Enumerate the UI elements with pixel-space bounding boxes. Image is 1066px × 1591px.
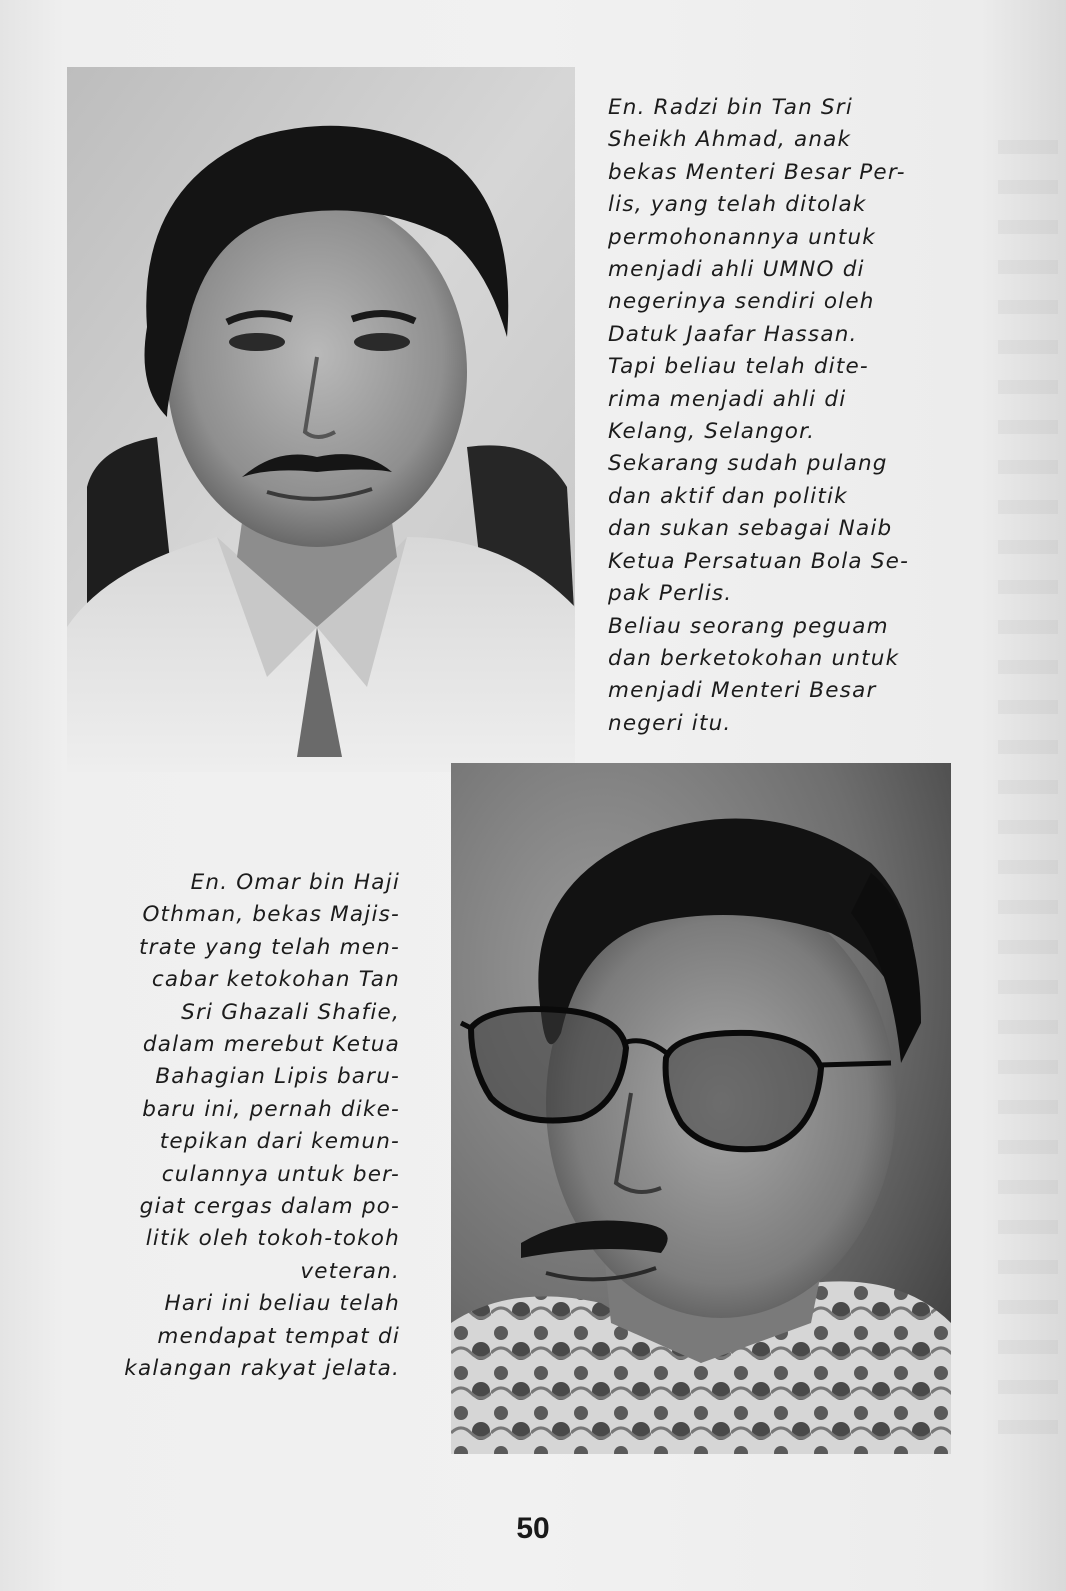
- caption-line: menjadi ahli UMNO di: [608, 257, 865, 283]
- caption-line: dan aktif dan politik: [608, 483, 848, 509]
- caption-line: Bahagian Lipis baru-: [155, 1064, 400, 1090]
- caption-line: Sri Ghazali Shafie,: [181, 999, 400, 1025]
- caption-line: dan berketokohan untuk: [608, 645, 900, 671]
- portrait-photo-radzi: [67, 67, 575, 772]
- caption-line: dalam merebut Ketua: [142, 1032, 400, 1058]
- caption-line: Kelang, Selangor.: [608, 419, 816, 445]
- caption-line: menjadi Menteri Besar: [608, 678, 877, 704]
- caption-line: giat cergas dalam po-: [139, 1194, 400, 1220]
- caption-line: pak Perlis.: [608, 581, 733, 607]
- portrait-photo-omar: [451, 763, 951, 1454]
- caption-line: Beliau seorang peguam: [608, 613, 889, 639]
- caption-line: tepikan dari kemun-: [159, 1129, 400, 1155]
- caption-line: culannya untuk ber-: [161, 1161, 400, 1187]
- caption-line: lis, yang telah ditolak: [608, 192, 867, 218]
- caption-omar: [118, 867, 400, 1386]
- bleed-through-text: [998, 140, 1058, 1440]
- caption-line: En. Radzi bin Tan Sri: [608, 95, 853, 120]
- caption-line: negerinya sendiri oleh: [608, 289, 875, 315]
- caption-line: trate yang telah men-: [139, 934, 400, 960]
- caption-radzi: [608, 92, 928, 740]
- caption-line: negeri itu.: [608, 710, 732, 736]
- caption-line: permohonannya untuk: [608, 224, 876, 250]
- caption-line: kalangan rakyat jelata.: [124, 1356, 400, 1382]
- caption-line: cabar ketokohan Tan: [151, 967, 400, 993]
- caption-line: dan sukan sebagai Naib: [608, 516, 893, 542]
- caption-line: Sheikh Ahmad, anak: [608, 127, 852, 153]
- caption-line: baru ini, pernah dike-: [142, 1096, 400, 1122]
- page-number: 50: [516, 1512, 550, 1545]
- caption-line: Othman, bekas Majis-: [142, 902, 400, 928]
- caption-line: litik oleh tokoh-tokoh: [145, 1226, 400, 1252]
- caption-line: veteran.: [300, 1258, 400, 1284]
- caption-line: Datuk Jaafar Hassan.: [608, 321, 858, 347]
- caption-line: En. Omar bin Haji: [190, 870, 400, 895]
- caption-line: Sekarang sudah pulang: [608, 451, 888, 477]
- caption-line: Tapi beliau telah dite-: [608, 354, 869, 380]
- caption-line: rima menjadi ahli di: [608, 386, 847, 412]
- caption-line: Hari ini beliau telah: [164, 1291, 400, 1317]
- caption-line: mendapat tempat di: [157, 1323, 400, 1349]
- caption-line: Ketua Persatuan Bola Se-: [608, 548, 910, 574]
- caption-line: bekas Menteri Besar Per-: [608, 159, 906, 185]
